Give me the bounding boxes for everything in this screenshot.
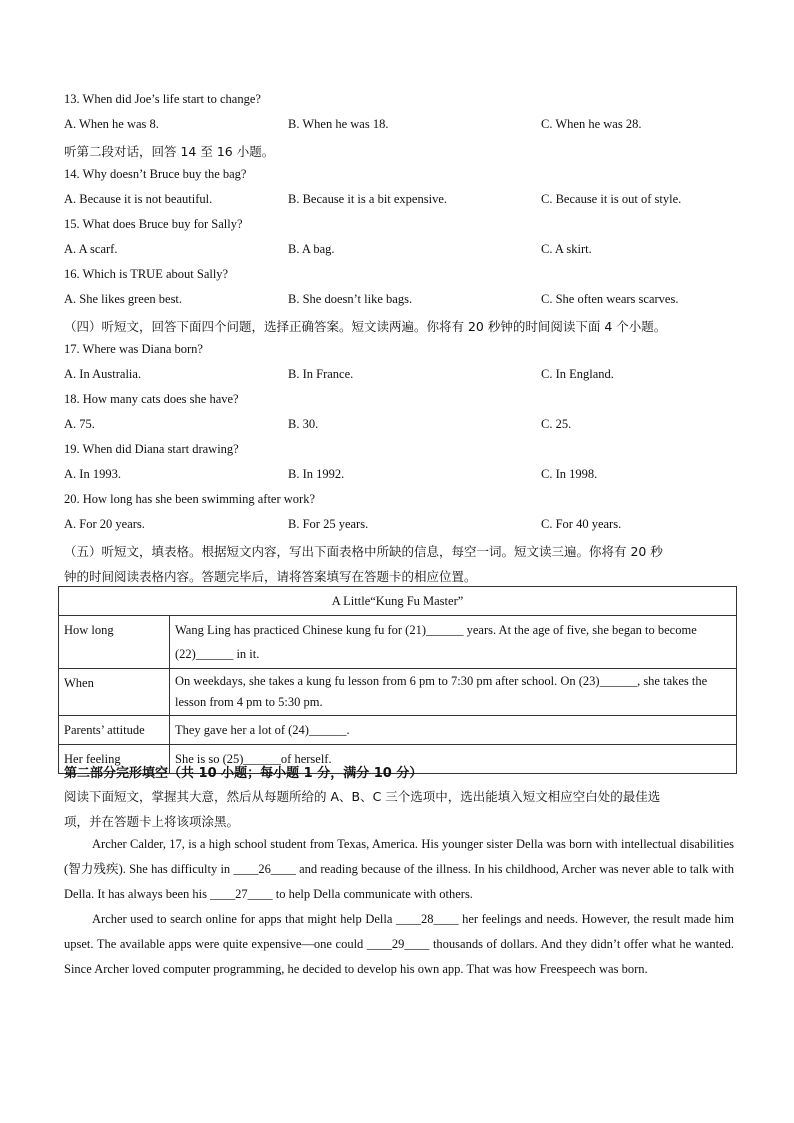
q17-option-a: A. In Australia.	[64, 367, 142, 381]
part2-heading: 第二部分完形填空（共 10 小题；每小题 1 分，满分 10 分）	[64, 766, 423, 781]
p1-text-c: to help Della communicate with others.	[272, 887, 473, 901]
table-row	[59, 616, 737, 669]
table-title: A Little“Kung Fu Master”	[59, 587, 737, 616]
blank-26: ____26____	[233, 862, 296, 876]
question-19: 19. When did Diana start drawing?	[64, 442, 239, 456]
q13-option-b: B. When he was 18.	[288, 117, 389, 131]
question-16: 16. Which is TRUE about Sally?	[64, 267, 229, 281]
part2-instruction-line1: 阅读下面短文，掌握其大意，然后从每题所给的 A、B、C 三个选项中，选出能填入短文相应空白处的最佳选	[64, 789, 661, 804]
q16-option-b: B. She doesn’t like bags.	[288, 292, 413, 306]
kung-fu-table	[58, 586, 737, 774]
row-content-parents-attitude: They gave her a lot of (24)______.	[170, 716, 737, 745]
p1-text-a: Archer Calder, 17, is a high school student from Texas, America. His younger sister Della was born with intellectual disabilities (智力残疾). She has difficulty in	[64, 837, 734, 876]
question-18: 18. How many cats does she have?	[64, 392, 239, 406]
section4-instruction: （四）听短文，回答下面四个问题，选择正确答案。短文读两遍。你将有 20 秒钟的时间阅读下面 4 个小题。	[64, 319, 667, 334]
p2-text-c: thousands of dollars. And they didn’t offer what he wanted. Since Archer loved computer programming, he decided to develop his own app. That was how Freespeech was born.	[64, 937, 734, 976]
q18-option-c: C. 25.	[541, 417, 572, 431]
q16-option-a: A. She likes green best.	[64, 292, 183, 306]
q15-option-c: C. A skirt.	[541, 242, 592, 256]
q17-option-c: C. In England.	[541, 367, 614, 381]
row-content-her-feeling: She is so (25)______of herself.	[170, 745, 737, 774]
row-content-how-long: Wang Ling has practiced Chinese kung fu for (21)______ years. At the age of five, she began to become (22)______ in it.	[170, 616, 737, 669]
q19-option-a: A. In 1993.	[64, 467, 121, 481]
row-label-parents-attitude: Parents’ attitude	[59, 716, 170, 745]
p2-text-b: her feelings and needs. However, the result made him upset. The available apps were quite expensive—one could	[64, 912, 734, 951]
blank-28: ____28____	[396, 912, 459, 926]
q20-option-a: A. For 20 years.	[64, 517, 145, 531]
cloze-paragraph-2	[64, 907, 734, 982]
q20-option-c: C. For 40 years.	[541, 517, 622, 531]
cloze-passage	[64, 832, 734, 982]
cloze-paragraph-1	[64, 832, 734, 907]
q17-option-b: B. In France.	[288, 367, 354, 381]
question-14: 14. Why doesn’t Bruce buy the bag?	[64, 167, 247, 181]
question-17: 17. Where was Diana born?	[64, 342, 203, 356]
blank-27: ____27____	[210, 887, 273, 901]
q14-option-b: B. Because it is a bit expensive.	[288, 192, 447, 206]
q18-option-b: B. 30.	[288, 417, 319, 431]
q19-option-c: C. In 1998.	[541, 467, 598, 481]
question-13: 13. When did Joe’s life start to change?	[64, 92, 261, 106]
blank-29: ____29____	[366, 937, 430, 951]
p1-text-b: and reading because of the illness. In his childhood, Archer was never able to talk with Della. It has always been his	[64, 862, 734, 901]
question-20: 20. How long has she been swimming after work?	[64, 492, 315, 506]
table-row	[59, 716, 737, 745]
p2-text-a: Archer used to search online for apps that might help Della	[92, 912, 396, 926]
section5-instruction-line1: （五）听短文，填表格。根据短文内容，写出下面表格中所缺的信息，每空一词。短文读三遍。你将有 20 秒	[64, 544, 663, 559]
q15-option-a: A. A scarf.	[64, 242, 118, 256]
table-row	[59, 669, 737, 716]
q13-option-c: C. When he was 28.	[541, 117, 642, 131]
row-label-her-feeling: Her feeling	[59, 745, 170, 774]
question-15: 15. What does Bruce buy for Sally?	[64, 217, 243, 231]
q15-option-b: B. A bag.	[288, 242, 335, 256]
q16-option-c: C. She often wears scarves.	[541, 292, 679, 306]
row-content-when: On weekdays, she takes a kung fu lesson from 6 pm to 7:30 pm after school. On (23)______, she takes the lesson from 4 pm to 5:30 pm.	[170, 669, 737, 716]
q14-option-a: A. Because it is not beautiful.	[64, 192, 213, 206]
q18-option-a: A. 75.	[64, 417, 95, 431]
q13-option-a: A. When he was 8.	[64, 117, 159, 131]
q20-option-b: B. For 25 years.	[288, 517, 369, 531]
part2-instruction-line2: 项，并在答题卡上将该项涂黑。	[64, 814, 240, 829]
q14-option-c: C. Because it is out of style.	[541, 192, 682, 206]
row-label-how-long: How long	[59, 616, 170, 669]
dialog2-instruction: 听第二段对话，回答 14 至 16 小题。	[64, 144, 275, 159]
row-label-when: When	[59, 669, 170, 716]
q19-option-b: B. In 1992.	[288, 467, 345, 481]
section5-instruction-line2: 钟的时间阅读表格内容。答题完毕后，请将答案填写在答题卡的相应位置。	[64, 569, 477, 584]
